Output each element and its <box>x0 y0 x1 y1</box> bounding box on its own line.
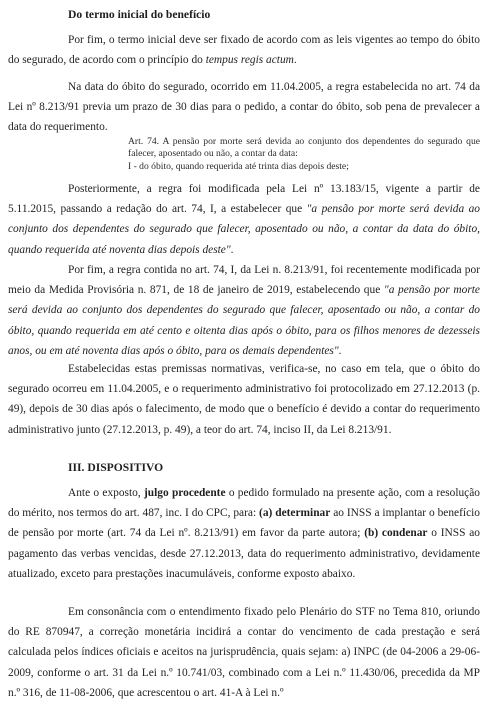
paragraph-data-obito: Na data do óbito do segurado, ocorrido em 11.04.2005, a regra estabelecida no art. 74 da Lei nº 8.213/91 previa um prazo de 30 dias para o pedido, a contar do óbito, sob pena de prevalecer a data do requerimento. <box>8 81 480 134</box>
text-run: . <box>293 54 297 67</box>
text-run: o INSS ao pagamento das verbas vencidas, desde 27.12.2013, data do requerimento administrativo, devidamente atualizado, exceto para prestações inacumuláveis, conforme exposto abaixo. <box>8 527 480 580</box>
legal-citation-art-74 <box>128 136 480 173</box>
text-run: . <box>230 243 234 256</box>
quoted-law-text: "a pensão por morte será devida ao conjunto dos dependentes do segurado que falecer, aposentado ou não, a contar do óbito, quando requerida em até cento e oitenta dias após o óbito, para os filhos menores de dezesseis anos, ou em até noventa dias após o óbito, para os demais dependentes" <box>8 284 480 357</box>
latin-term: tempus regis actum <box>205 54 294 67</box>
text-run: Ante o exposto, <box>68 487 144 499</box>
text-run: Posteriormente, a regra foi modificada pela Lei nº 13.183/15, vigente a partir de 5.11.2015, passando a redação do art. 74, I, a estabelecer que <box>8 183 480 216</box>
text-run: Por fim, o termo inicial deve ser fixado de acordo com as leis vigentes ao tempo do óbito do segurado, de acordo com o princípio do <box>8 34 480 67</box>
bold-term: (a) determinar <box>259 507 331 520</box>
text-run: o pedido formulado na presente ação, com a resolução do mérito, nos termos do art. 487, inc. I do CPC, para: <box>8 487 480 520</box>
paragraph-mp-871 <box>8 260 480 361</box>
citation-line: I - do óbito, quando requerida até trinta dias depois deste; <box>128 160 349 172</box>
text-run: ao INSS a implantar o benefício de pensão por morte (art. 74 da Lei nº. 8.213/91) em favor da parte autora; <box>8 507 480 540</box>
text-run: Por fim, a regra contida no art. 74, I, da Lei n. 8.213/91, foi recentemente modificada por meio da Medida Provisória n. 871, de 18 de janeiro de 2019, estabelecendo que <box>8 264 480 297</box>
section-heading-dispositivo: III. DISPOSITIVO <box>68 461 164 474</box>
paragraph-premissas: Estabelecidas estas premissas normativas, verifica-se, no caso em tela, que o óbito do segurado ocorreu em 11.04.2005, e o requerimento administrativo foi protocolizado em 27.12.2013 (p. 49), depois de 30 dias após o falecimento, de modo que o benefício é devido a contar do requerimento administrativo junto (27.12.2013, p. 49), a teor do art. 74, inciso II, da Lei 8.213/91. <box>8 363 480 436</box>
paragraph-termo-inicial <box>8 30 480 70</box>
bold-term: (b) condenar <box>364 527 428 540</box>
section-heading-termo-inicial: Do termo inicial do benefício <box>68 8 211 21</box>
paragraph-correcao-monetaria: Em consonância com o entendimento fixado pelo Plenário do STF no Tema 810, oriundo do RE 870947, a correção monetária incidirá a contar do vencimento de cada prestação e será calculada pelos índices oficiais e aceitos na jurisprudência, quais sejam: a) INPC (de 04-2006 a 29-06-2009, conforme o art. 31 da Lei n.º 10.741/03, combinado com a Lei n.º 11.430/06, precedida da MP n.º 316, de 11-08-2006, que acrescentou o art. 41-A à Lei n.º <box>8 606 480 699</box>
text-run: . <box>338 344 342 357</box>
citation-line: Art. 74. A pensão por morte será devida ao conjunto dos dependentes do segurado que falecer, aposentado ou não, a contar da data: <box>128 136 480 160</box>
bold-term: julgo procedente <box>143 487 226 499</box>
paragraph-lei-13183 <box>8 179 480 260</box>
paragraph-julgamento <box>8 483 480 584</box>
quoted-law-text: "a pensão por morte será devida ao conjunto dos dependentes do segurado que falecer, aposentado ou não, a contar da data do óbito, quando requerida até noventa dias depois deste" <box>8 203 480 256</box>
